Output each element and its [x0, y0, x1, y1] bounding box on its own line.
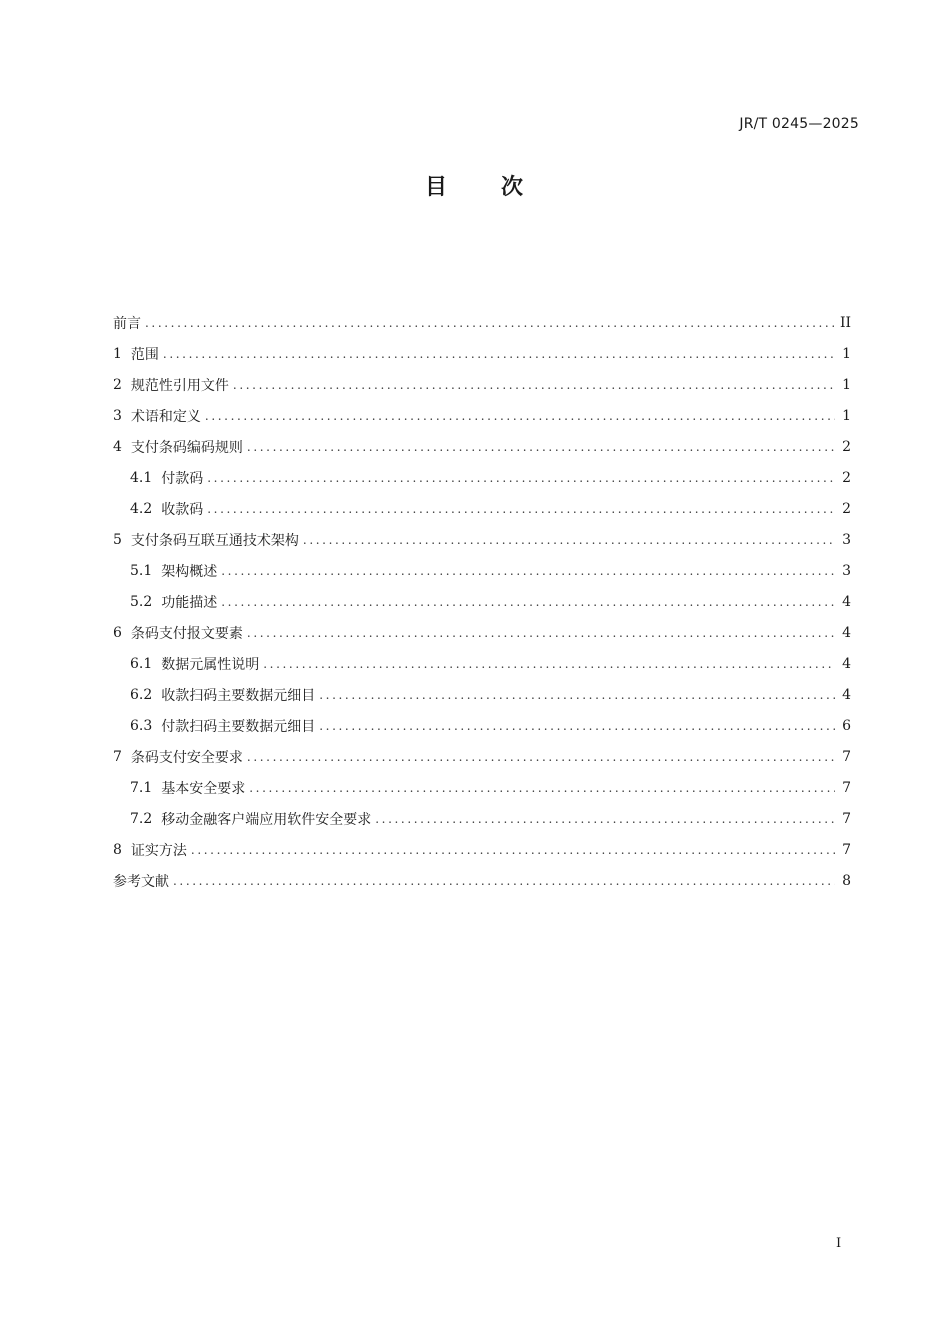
toc-entry-number: 2 — [113, 376, 122, 393]
toc-entry-label: 规范性引用文件 — [130, 377, 229, 394]
toc-entry[interactable] — [113, 586, 851, 617]
toc-entry[interactable] — [113, 803, 851, 834]
toc-entry-number: 8 — [113, 841, 122, 858]
toc-entry-page: 3 — [842, 562, 851, 579]
page-title-left: 目 — [424, 175, 449, 200]
toc-entry-label: 范围 — [130, 346, 159, 363]
toc-entry-label: 条码支付报文要素 — [130, 625, 243, 642]
toc-entry-number: 4.2 — [130, 500, 153, 517]
toc-entry-label: 支付条码互联互通技术架构 — [130, 532, 299, 549]
toc-entry-label: 付款码 — [161, 470, 204, 487]
toc-entry-page: 1 — [842, 376, 851, 393]
toc-entry-label: 收款扫码主要数据元细目 — [161, 687, 316, 704]
toc-entry-number: 5 — [113, 531, 122, 548]
toc-entry-page: 7 — [842, 810, 851, 827]
toc-dot-leader — [163, 347, 835, 361]
toc-entry-page: 8 — [842, 872, 851, 889]
toc-entry-number: 5.2 — [130, 593, 153, 610]
toc-entry[interactable] — [113, 369, 851, 400]
toc-entry-number: 1 — [113, 345, 122, 362]
toc-entry-page: 2 — [842, 469, 851, 486]
toc-dot-leader — [207, 502, 835, 516]
toc-dot-leader — [263, 657, 835, 671]
toc-entry-number: 3 — [113, 407, 122, 424]
toc-entry-label: 支付条码编码规则 — [130, 439, 243, 456]
toc-dot-leader — [249, 781, 835, 795]
toc-entry-page: 4 — [842, 624, 851, 641]
toc-entry-label: 术语和定义 — [130, 408, 201, 425]
toc-dot-leader — [173, 874, 835, 888]
toc-entry[interactable] — [113, 741, 851, 772]
toc-entry-number: 6.1 — [130, 655, 153, 672]
toc-entry-page: 6 — [842, 717, 851, 734]
toc-entry[interactable] — [113, 648, 851, 679]
toc-entry-number: 6.2 — [130, 686, 153, 703]
toc-entry-label: 数据元属性说明 — [161, 656, 260, 673]
toc-dot-leader — [145, 316, 834, 330]
toc-entry[interactable] — [113, 772, 851, 803]
toc-entry[interactable] — [113, 307, 851, 338]
toc-entry-page: 7 — [842, 748, 851, 765]
toc-entry-number: 6 — [113, 624, 122, 641]
toc-entry-label: 参考文献 — [113, 873, 169, 890]
toc-entry-label: 前言 — [113, 315, 141, 332]
toc-entry[interactable] — [113, 679, 851, 710]
toc-entry-page: 3 — [842, 531, 851, 548]
toc-entry-label: 收款码 — [161, 501, 204, 518]
toc-dot-leader — [205, 409, 835, 423]
toc-dot-leader — [247, 440, 835, 454]
toc-entry-number: 7 — [113, 748, 122, 765]
toc-entry-page: II — [839, 314, 851, 331]
standard-code: JR/T 0245—2025 — [739, 116, 859, 132]
toc-entry-number: 4.1 — [130, 469, 153, 486]
toc-entry[interactable] — [113, 865, 851, 896]
toc-entry-number: 7.1 — [130, 779, 153, 796]
toc-entry[interactable] — [113, 338, 851, 369]
toc-dot-leader — [221, 595, 835, 609]
toc-dot-leader — [191, 843, 835, 857]
toc-dot-leader — [319, 719, 835, 733]
toc-dot-leader — [207, 471, 835, 485]
page-number: I — [836, 1236, 842, 1251]
toc-entry-label: 证实方法 — [130, 842, 187, 859]
toc-entry-number: 5.1 — [130, 562, 153, 579]
toc-entry-page: 4 — [842, 686, 851, 703]
toc-entry[interactable] — [113, 493, 851, 524]
toc-entry-label: 移动金融客户端应用软件安全要求 — [161, 811, 372, 828]
toc-entry[interactable] — [113, 617, 851, 648]
toc-entry-page: 4 — [842, 593, 851, 610]
toc-dot-leader — [233, 378, 835, 392]
toc-entry-number: 7.2 — [130, 810, 153, 827]
toc-entry[interactable] — [113, 462, 851, 493]
toc-entry-page: 1 — [842, 345, 851, 362]
toc-entry-label: 功能描述 — [161, 594, 218, 611]
toc-entry[interactable] — [113, 555, 851, 586]
table-of-contents — [113, 307, 851, 896]
toc-entry-label: 基本安全要求 — [161, 780, 246, 797]
toc-dot-leader — [303, 533, 835, 547]
toc-entry-page: 4 — [842, 655, 851, 672]
toc-entry-page: 1 — [842, 407, 851, 424]
toc-dot-leader — [247, 626, 835, 640]
toc-entry[interactable] — [113, 524, 851, 555]
toc-entry-page: 7 — [842, 779, 851, 796]
toc-entry-label: 架构概述 — [161, 563, 218, 580]
toc-dot-leader — [221, 564, 835, 578]
toc-entry-page: 7 — [842, 841, 851, 858]
toc-entry[interactable] — [113, 710, 851, 741]
toc-entry-label: 付款扫码主要数据元细目 — [161, 718, 316, 735]
page-title — [0, 170, 950, 201]
toc-dot-leader — [319, 688, 835, 702]
page-title-right: 次 — [501, 175, 526, 200]
toc-entry-page: 2 — [842, 500, 851, 517]
toc-entry-number: 4 — [113, 438, 122, 455]
toc-entry[interactable] — [113, 431, 851, 462]
toc-dot-leader — [247, 750, 835, 764]
toc-dot-leader — [375, 812, 835, 826]
toc-entry[interactable] — [113, 400, 851, 431]
toc-entry-label: 条码支付安全要求 — [130, 749, 243, 766]
toc-entry-page: 2 — [842, 438, 851, 455]
toc-entry-number: 6.3 — [130, 717, 153, 734]
toc-entry[interactable] — [113, 834, 851, 865]
